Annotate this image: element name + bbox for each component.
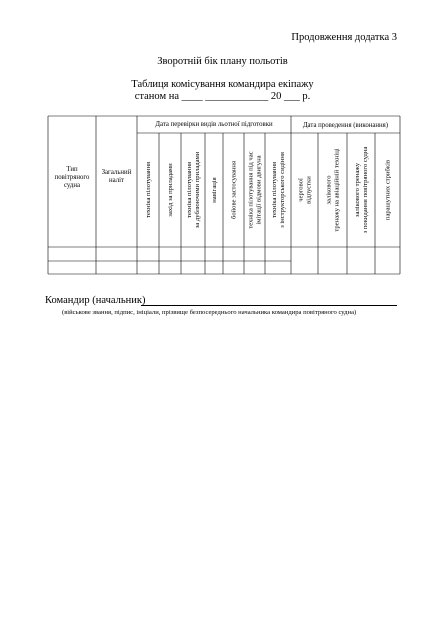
conduct-column-header: залікового: [325, 175, 333, 205]
conduct-column-header: парашутних стрибків: [384, 159, 392, 221]
conduct-column-header: з покидання повітряного судна: [362, 146, 370, 234]
check-dates-group-header: Дата перевірки видів льотної підготовки: [155, 121, 273, 128]
continuation-header: Продовження додатка 3: [291, 32, 397, 43]
document-title: Зворотній бік плану польотів: [157, 56, 288, 67]
commander-caption: (військове звання, підпис, ініціали, прізвище безпосереднього начальника командира повітряного судна): [62, 309, 357, 316]
aircraft-type-header: Тип: [66, 166, 78, 173]
aircraft-type-header: судна: [63, 182, 81, 189]
check-column-header: імітації відмови двигуна: [255, 155, 263, 225]
conduct-column-header: залікового тренажу: [354, 162, 362, 218]
check-column-header: техніка пілотування: [186, 161, 194, 219]
check-column-header: захід за приладами: [167, 163, 175, 217]
total-flight-header: наліт: [109, 177, 124, 184]
check-column-header: навігація: [211, 177, 219, 203]
date-line: станом на ____ ____________ 20 ___ р.: [134, 91, 311, 102]
table-title: Таблиця комісування командира екіпажу: [131, 79, 314, 90]
total-flight-header: Загальний: [101, 169, 132, 176]
conduct-dates-group-header: Дата проведення (виконання): [302, 122, 389, 129]
check-column-header: за дублюючими приладами: [194, 151, 202, 229]
aircraft-type-header: повітряного: [54, 174, 90, 181]
conduct-column-header: відпустки: [305, 176, 313, 204]
conduct-column-header: тренажу на авіаційній техніці: [333, 148, 341, 232]
conduct-column-header: чергової: [297, 178, 305, 202]
check-column-header: техніка пілотування: [271, 161, 279, 219]
check-column-header: бойове застосування: [230, 160, 238, 220]
check-column-header: техніка пілотування під час: [247, 151, 255, 229]
check-column-header: техніка пілотування: [145, 161, 153, 219]
commander-signature-line[interactable]: [141, 305, 397, 306]
check-column-header: з інструкторського сидіння: [279, 152, 287, 228]
commander-label: Командир (начальник): [45, 295, 146, 306]
